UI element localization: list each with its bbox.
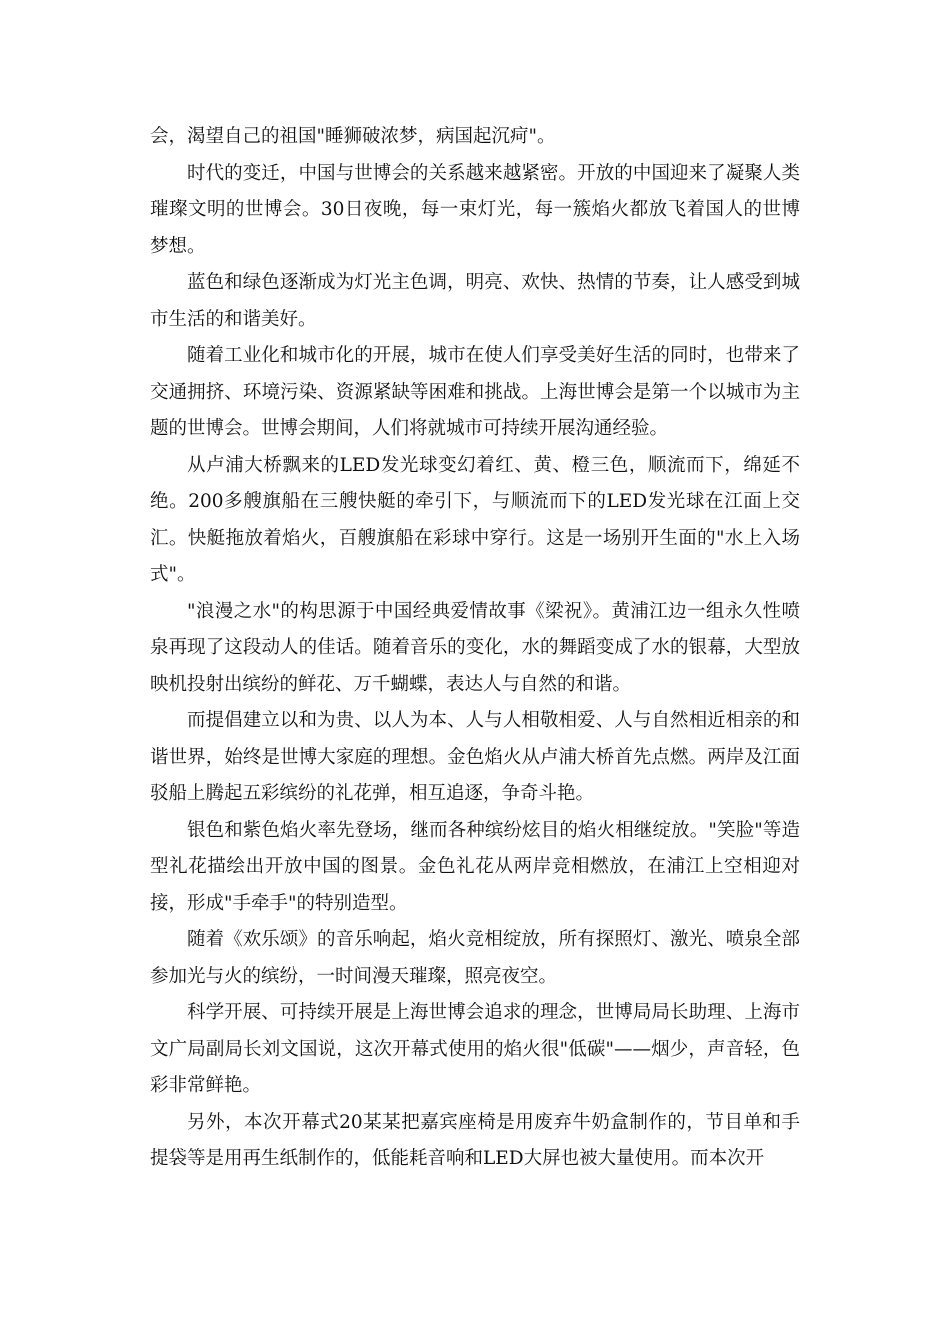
paragraph-water-parade: 从卢浦大桥飘来的LED发光球变幻着红、黄、橙三色，顺流而下，绵延不绝。200多艘旗船在三艘快艇的牵引下，与顺流而下的LED发光球在江面上交汇。快艇拖放着焰火，百艘旗船在彩球中穿行。这是一场别开生面的"水上入场式"。: [150, 454, 800, 585]
paragraph-era-change: 时代的变迁，中国与世博会的关系越来越紧密。开放的中国迎来了凝聚人类璀璨文明的世博会。30日夜晚，每一束灯光，每一簇焰火都放飞着国人的世博梦想。: [150, 162, 800, 257]
paragraph-fireworks-shapes: 银色和紫色焰火率先登场，继而各种缤纷炫目的焰火相继绽放。"笑脸"等造型礼花描绘出开放中国的图景。金色礼花从两岸竞相燃放，在浦江上空相迎对接，形成"手牵手"的特别造型。: [150, 819, 800, 914]
paragraph-lighting-colors: 蓝色和绿色逐渐成为灯光主色调，明亮、欢快、热情的节奏，让人感受到城市生活的和谐美好。: [150, 272, 800, 330]
document-page: [150, 119, 800, 1178]
paragraph-romantic-water: "浪漫之水"的构思源于中国经典爱情故事《梁祝》。黄浦江边一组永久性喷泉再现了这段动人的佳话。随着音乐的变化，水的舞蹈变成了水的银幕，大型放映机投射出缤纷的鲜花、万千蝴蝶，表达人与自然的和谐。: [150, 600, 800, 695]
paragraph-recycled-materials: 另外，本次开幕式20某某把嘉宾座椅是用废弃牛奶盒制作的，节目单和手提袋等是用再生纸制作的，低能耗音响和LED大屏也被大量使用。而本次开: [150, 1111, 800, 1169]
paragraph-continuation: 会，渴望自己的祖国"睡狮破浓梦，病国起沉疴"。: [150, 126, 556, 147]
paragraph-low-carbon: 科学开展、可持续开展是上海世博会追求的理念，世博局局长助理、上海市文广局副局长刘文国说，这次开幕式使用的焰火很"低碳"——烟少，声音轻，色彩非常鲜艳。: [150, 1002, 800, 1096]
paragraph-urbanization: 随着工业化和城市化的开展，城市在使人们享受美好生活的同时，也带来了交通拥挤、环境污染、资源紧缺等困难和挑战。上海世博会是第一个以城市为主题的世博会。世博会期间，人们将就城市可持续开展沟通经验。: [150, 345, 800, 439]
paragraph-harmonious-world: 而提倡建立以和为贵、以人为本、人与人相敬相爱、人与自然相近相亲的和谐世界，始终是世博大家庭的理想。金色焰火从卢浦大桥首先点燃。两岸及江面驳船上腾起五彩缤纷的礼花弹，相互追逐，争奇斗艳。: [150, 710, 800, 804]
paragraph-ode-to-joy: 随着《欢乐颂》的音乐响起，焰火竞相绽放，所有探照灯、激光、喷泉全部参加光与火的缤纷，一时间漫天璀璨，照亮夜空。: [150, 929, 800, 987]
